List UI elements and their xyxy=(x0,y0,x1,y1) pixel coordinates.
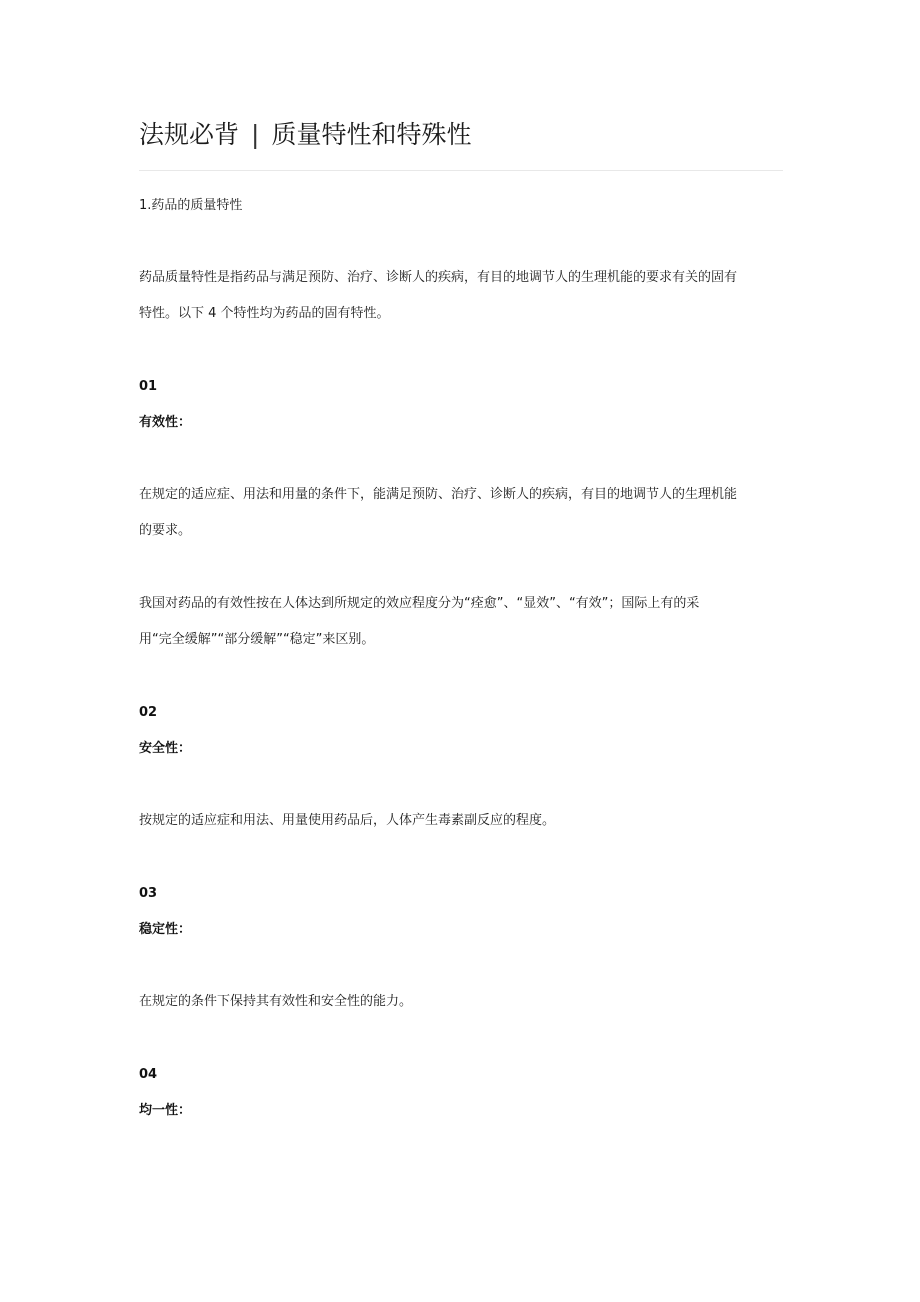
item-name: 稳定性： xyxy=(139,922,192,937)
item-paragraph-line: 用“完全缓解”“部分缓解”“稳定”来区别。 xyxy=(139,632,375,647)
item-number: 03 xyxy=(139,886,158,901)
item-paragraph-line: 的要求。 xyxy=(139,523,192,538)
title-right: 质量特性和特殊性 xyxy=(271,120,472,149)
item-paragraph-line: 我国对药品的有效性按在人体达到所规定的效应程度分为“痊愈”、“显效”、“有效”；国际上有的采 xyxy=(139,596,700,611)
intro-line-1: 药品质量特性是指药品与满足预防、治疗、诊断人的疾病，有目的地调节人的生理机能的要求有关的固有 xyxy=(139,270,738,285)
item-number: 01 xyxy=(139,379,158,394)
title-separator: | xyxy=(251,120,260,149)
item-number: 02 xyxy=(139,705,158,720)
item-number: 04 xyxy=(139,1067,158,1082)
item-paragraph-line: 在规定的条件下保持其有效性和安全性的能力。 xyxy=(139,994,413,1009)
item-name: 均一性： xyxy=(139,1103,192,1118)
item-name: 安全性： xyxy=(139,741,192,756)
title-left: 法规必背 xyxy=(139,120,240,149)
page-title xyxy=(139,117,471,153)
intro-line-2: 特性。以下 4 个特性均为药品的固有特性。 xyxy=(139,306,390,321)
item-paragraph-line: 在规定的适应症、用法和用量的条件下，能满足预防、治疗、诊断人的疾病，有目的地调节人的生理机能 xyxy=(139,487,738,502)
item-paragraph-line: 按规定的适应症和用法、用量使用药品后，人体产生毒素副反应的程度。 xyxy=(139,813,556,828)
title-divider xyxy=(139,170,783,171)
item-name: 有效性： xyxy=(139,415,192,430)
section-heading: 1.药品的质量特性 xyxy=(139,198,243,213)
